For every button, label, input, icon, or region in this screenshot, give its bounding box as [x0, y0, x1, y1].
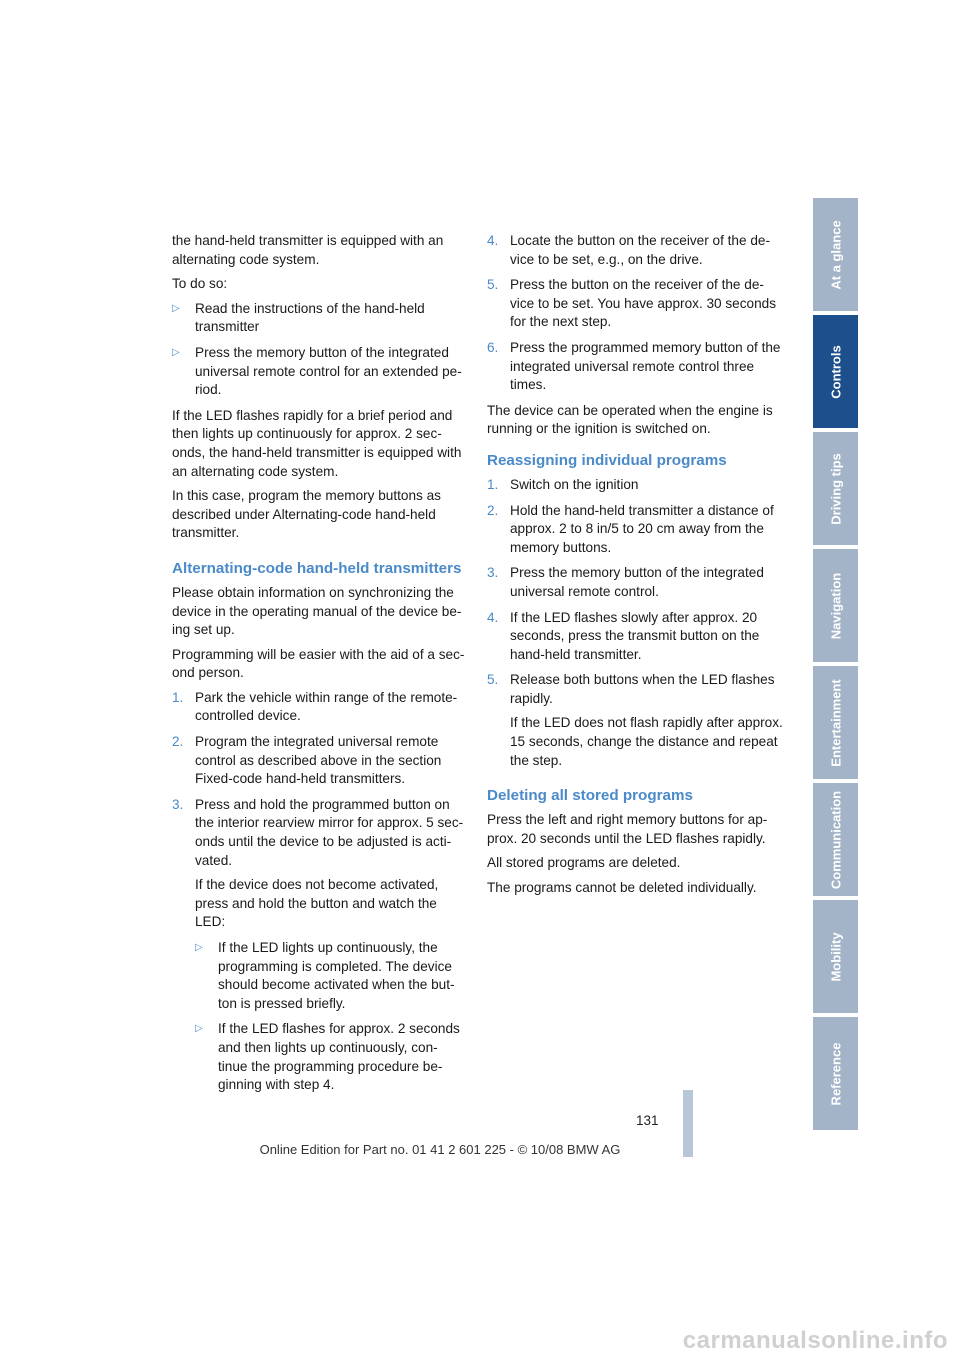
- paragraph: the hand-held transmitter is equipped with an alternating code system.: [172, 233, 444, 267]
- tab-label: Entertainment: [828, 678, 843, 767]
- step-text: Hold the hand-held transmitter a distance of approx. 2 to 8 in/5 to 20 cm away from the memory buttons.: [510, 502, 774, 555]
- footer-text: Online Edition for Part no. 01 41 2 601 225 - © 10/08 BMW AG: [259, 1142, 621, 1157]
- tab-label: Mobility: [828, 931, 843, 982]
- tab-label: At a glance: [828, 219, 843, 290]
- step-number: 2.: [172, 734, 184, 750]
- step-text: Program the integrated universal remote control as described above in the section Fixed-code hand-held transmitters.: [195, 734, 442, 787]
- paragraph: All stored programs are deleted.: [487, 855, 681, 871]
- paragraph: Press the left and right memory buttons for ap-prox. 20 seconds until the LED flashes rapidly.: [487, 812, 768, 846]
- step-number: 5.: [487, 672, 499, 688]
- tab-label: Communication: [828, 790, 843, 889]
- paragraph: In this case, program the memory buttons as described under Alternating-code hand-held transmitter.: [172, 488, 441, 541]
- step-text: Park the vehicle within range of the remote-controlled device.: [195, 689, 458, 724]
- triangle-bullet-icon: ▷: [195, 1023, 203, 1035]
- step-number: 3.: [487, 565, 499, 581]
- step-item: [487, 564, 783, 601]
- bullet-item: [172, 300, 466, 337]
- section-heading: Deleting all stored programs: [487, 787, 693, 805]
- watermark: [0, 1327, 960, 1355]
- step-item: [487, 476, 783, 495]
- bullet-item: [195, 939, 466, 1013]
- step-number: 6.: [487, 339, 499, 355]
- step-text: Switch on the ignition: [510, 476, 639, 492]
- triangle-bullet-icon: ▷: [172, 346, 180, 358]
- bullet-item: [172, 344, 466, 400]
- step-item: [487, 232, 783, 269]
- tab-controls[interactable]: [813, 315, 858, 428]
- tab-communication[interactable]: [813, 783, 858, 896]
- step-subtext: If the device does not become activated, press and hold the button and watch the LED:: [195, 877, 439, 930]
- step-item: [487, 339, 783, 395]
- step-text: If the LED flashes slowly after approx. 20 seconds, press the transmit button on the hand-held transmitter.: [510, 609, 760, 662]
- triangle-bullet-icon: ▷: [195, 942, 203, 953]
- tab-label: Controls: [828, 344, 843, 399]
- step-item: [487, 276, 783, 332]
- paragraph: If the LED flashes rapidly for a brief period and then lights up continuously for approx. 2 sec-onds, the hand-held transmitter is equipped with an alternating code system.: [172, 407, 462, 479]
- step-number: 1.: [172, 689, 184, 705]
- paragraph: The device can be operated when the engine is running or the ignition is switched on.: [487, 402, 773, 437]
- tab-navigation[interactable]: [813, 549, 858, 662]
- left-column: [172, 232, 466, 1102]
- step-number: 1.: [487, 476, 499, 492]
- footer: [0, 1142, 960, 1157]
- step-item: [172, 689, 466, 726]
- step-text: Press the programmed memory button of the integrated universal remote control three times.: [510, 339, 781, 393]
- chapter-tabs: [813, 198, 858, 1134]
- step-text: Press the memory button of the integrated universal remote control.: [510, 565, 764, 599]
- right-column: [487, 232, 783, 904]
- tab-reference[interactable]: [813, 1017, 858, 1130]
- tab-driving-tips[interactable]: [813, 432, 858, 545]
- triangle-bullet-icon: ▷: [172, 302, 180, 314]
- step-item: [487, 671, 783, 770]
- paragraph: The programs cannot be deleted individually.: [487, 880, 757, 896]
- step-item: [172, 796, 466, 1095]
- bullet-text: If the LED lights up continuously, the programming is completed. The device should become activated when the but-ton is pressed briefly.: [218, 940, 455, 1011]
- tab-label: Navigation: [828, 572, 843, 639]
- paragraph: Programming will be easier with the aid of a sec-ond person.: [172, 646, 465, 681]
- step-subtext: If the LED does not flash rapidly after approx. 15 seconds, change the distance and repeat the step.: [510, 715, 783, 768]
- step-text: Release both buttons when the LED flashes rapidly.: [510, 672, 775, 706]
- paragraph: Please obtain information on synchronizing the device in the operating manual of the device be-ing set up.: [172, 584, 462, 638]
- bullet-text: If the LED flashes for approx. 2 seconds and then lights up continuously, con-tinue the programming procedure be-ginning with step 4.: [218, 1021, 460, 1093]
- watermark-text: carmanualsonline.info: [682, 1327, 948, 1354]
- bullet-text: Read the instructions of the hand-held transmitter: [195, 300, 425, 335]
- step-text: Locate the button on the receiver of the de-vice to be set, e.g., on the drive.: [510, 233, 770, 267]
- step-number: 5.: [487, 277, 499, 293]
- step-item: [487, 502, 783, 558]
- step-number: 3.: [172, 796, 184, 812]
- tab-at-a-glance[interactable]: [813, 198, 858, 311]
- step-text: Press the button on the receiver of the de-vice to be set. You have approx. 30 seconds for the next step.: [510, 277, 777, 330]
- step-number: 4.: [487, 233, 499, 248]
- tab-entertainment[interactable]: [813, 666, 858, 779]
- section-heading: Alternating-code hand-held transmitters: [172, 559, 462, 577]
- bullet-text: Press the memory button of the integrated universal remote control for an extended pe-riod.: [195, 344, 462, 398]
- tab-label: Driving tips: [828, 452, 843, 525]
- tab-label: Reference: [828, 1042, 843, 1105]
- section-heading: Reassigning individual programs: [487, 451, 727, 469]
- bullet-item: [195, 1020, 466, 1094]
- tab-mobility[interactable]: [813, 900, 858, 1013]
- paragraph: To do so:: [172, 276, 228, 292]
- page-number: 131: [636, 1113, 659, 1128]
- step-item: [487, 609, 783, 665]
- step-number: 4.: [487, 609, 499, 625]
- step-item: [172, 733, 466, 789]
- step-number: 2.: [487, 502, 499, 518]
- step-text: Press and hold the programmed button on the interior rearview mirror for approx. 5 sec-onds until the device to be adjusted is acti-vated.: [195, 796, 464, 868]
